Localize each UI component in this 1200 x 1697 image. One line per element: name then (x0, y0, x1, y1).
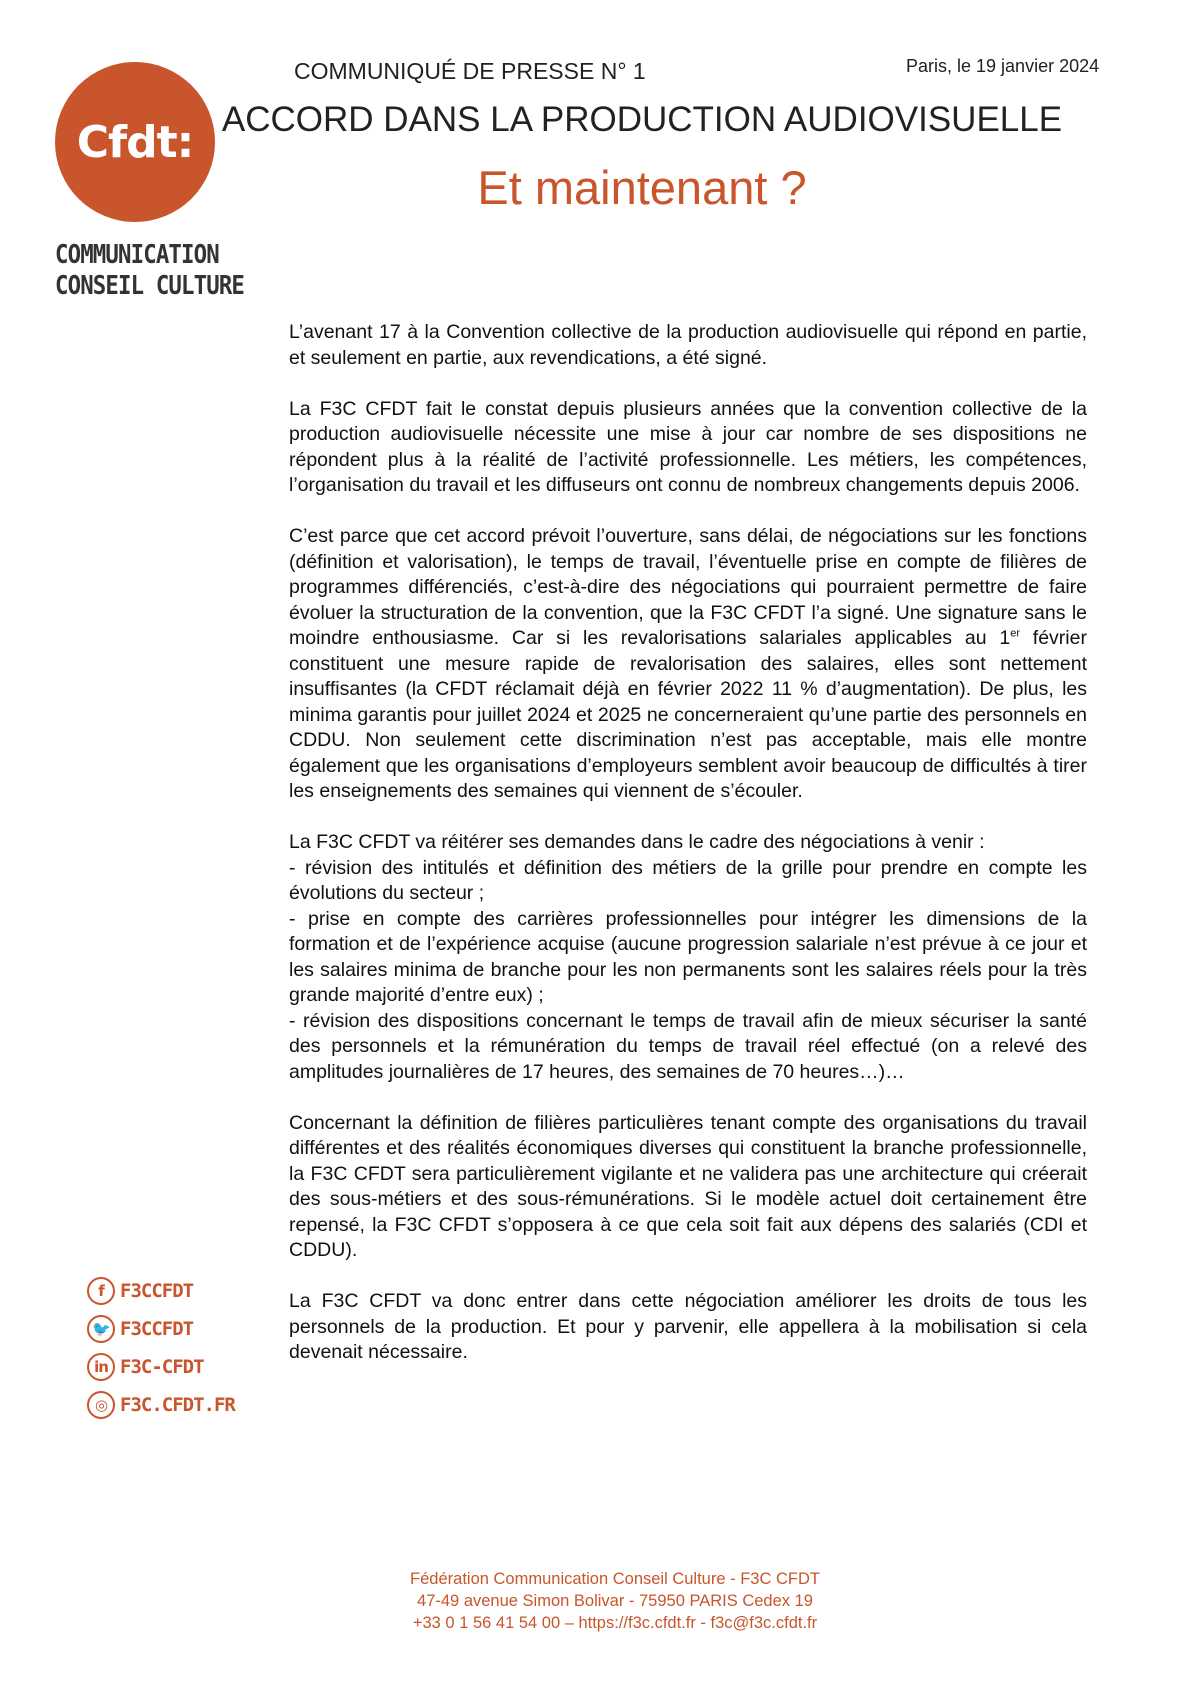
paragraph-4 (289, 830, 1087, 1085)
page-title: ACCORD DANS LA PRODUCTION AUDIOVISUELLE (221, 100, 1063, 139)
footer-line-1: Fédération Communication Conseil Culture - F3C CFDT (410, 1570, 820, 1588)
demand-item-3: - révision des dispositions concernant le temps de travail afin de mieux sécuriser la santé des personnels et la rémunération du temps de travail réel effectué (on a relevé des amplitudes journalières de 17 heures, des semaines de 70 heures…)… (289, 1009, 1087, 1083)
demand-item-2: - prise en compte des carrières professionnelles pour intégrer les dimensions de la formation et de l’expérience acquise (aucune progression salariale n’est prévue à ce jour et les salaires minima de branche pour les non permanents sont les salaires réels pour la très grande majorité d’entre eux) ; (289, 907, 1087, 1006)
paragraph-1: L’avenant 17 à la Convention collective de la production audiovisuelle qui répond en partie, et seulement en partie, aux revendications, a été signé. (289, 321, 1087, 369)
org-name-line1: COMMUNICATION (55, 240, 219, 270)
facebook-icon: f (87, 1277, 115, 1305)
social-facebook-label: F3CCFDT (120, 1280, 194, 1302)
org-name-line2: CONSEIL CULTURE (55, 271, 245, 301)
social-twitter[interactable] (87, 1315, 193, 1343)
globe-icon: ◎ (87, 1391, 115, 1419)
linkedin-icon: in (87, 1353, 115, 1381)
paragraph-5: Concernant la définition de filières particulières tenant compte des organisations du travail différentes et des réalités économiques diverses qui constituent la branche professionnelle, la F3C CFDT sera particulièrement vigilante et ne validera pas une architecture qui créerait des sous-métiers et des sous-rémunérations. Si le modèle actuel doit certainement être repensé, la F3C CFDT s’opposera à ce que cela soit fait aux dépens des salariés (CDI et CDDU). (289, 1111, 1087, 1261)
social-linkedin[interactable] (87, 1353, 204, 1381)
social-website[interactable] (87, 1391, 235, 1419)
organization-name (55, 240, 244, 302)
demands-intro: La F3C CFDT va réitérer ses demandes dans le cadre des négociations à venir : (289, 831, 985, 853)
paragraph-3-part-b: février constituent une mesure rapide de revalorisation des salaires, elles sont nettement insuffisantes (la CFDT réclamait déjà en février 2022 11 % d’augmentation). De plus, les minima garantis pour juillet 2024 et 2025 ne concerneraient qu’une partie des personnels en CDDU. Non seulement cette discrimination n’est pas acceptable, mais elle montre également que les organisations d’employeurs semblent avoir beaucoup de difficultés à tirer les enseignements des semaines qui viennent de s’écouler. (289, 627, 1087, 802)
demand-item-1: - révision des intitulés et définition des métiers de la grille pour prendre en compte les évolutions du secteur ; (289, 856, 1087, 904)
logo-text: Cfdt: (76, 116, 194, 168)
social-website-label: F3C.CFDT.FR (120, 1394, 235, 1416)
footer-line-3: +33 0 1 56 41 54 00 – https://f3c.cfdt.fr - f3c@f3c.cfdt.fr (412, 1614, 818, 1632)
page-subtitle: Et maintenant ? (477, 161, 807, 214)
paragraph-6: La F3C CFDT va donc entrer dans cette négociation améliorer les droits de tous les personnels de la production. Et pour y parvenir, elle appellera à la mobilisation si cela devenait nécessaire. (289, 1290, 1087, 1363)
social-linkedin-label: F3C-CFDT (120, 1356, 204, 1378)
paragraph-3-part-a: C’est parce que cet accord prévoit l’ouverture, sans délai, de négociations sur les fonctions (définition et valorisation), le temps de travail, l’éventuelle prise en compte de filières de programmes différenciés, c’est-à-dire des négociations qui pourraient permettre de faire évoluer la structuration de la convention, que la F3C CFDT l’a signé. Une signature sans le moindre enthousiasme. Car si les revalorisations salariales applicables au 1 (289, 525, 1087, 649)
footer (0, 1568, 1200, 1634)
release-date: Paris, le 19 janvier 2024 (906, 56, 1100, 76)
twitter-icon: 🐦 (87, 1315, 115, 1343)
social-facebook[interactable] (87, 1277, 193, 1305)
footer-line-2: 47-49 avenue Simon Bolivar - 75950 PARIS Cedex 19 (417, 1592, 813, 1610)
paragraph-3 (289, 524, 1087, 805)
body-text (289, 320, 1087, 1391)
paragraph-2: La F3C CFDT fait le constat depuis plusieurs années que la convention collective de la production audiovisuelle nécessite une mise à jour car nombre de ses dispositions ne répondent plus à la réalité de l’activité professionnelle. Les métiers, les compétences, l’organisation du travail et les diffuseurs ont connu de nombreux changements depuis 2006. (289, 397, 1087, 496)
social-twitter-label: F3CCFDT (120, 1318, 194, 1340)
superscript-er: er (1010, 627, 1020, 640)
press-release-label: COMMUNIQUÉ DE PRESSE N° 1 (294, 58, 646, 84)
